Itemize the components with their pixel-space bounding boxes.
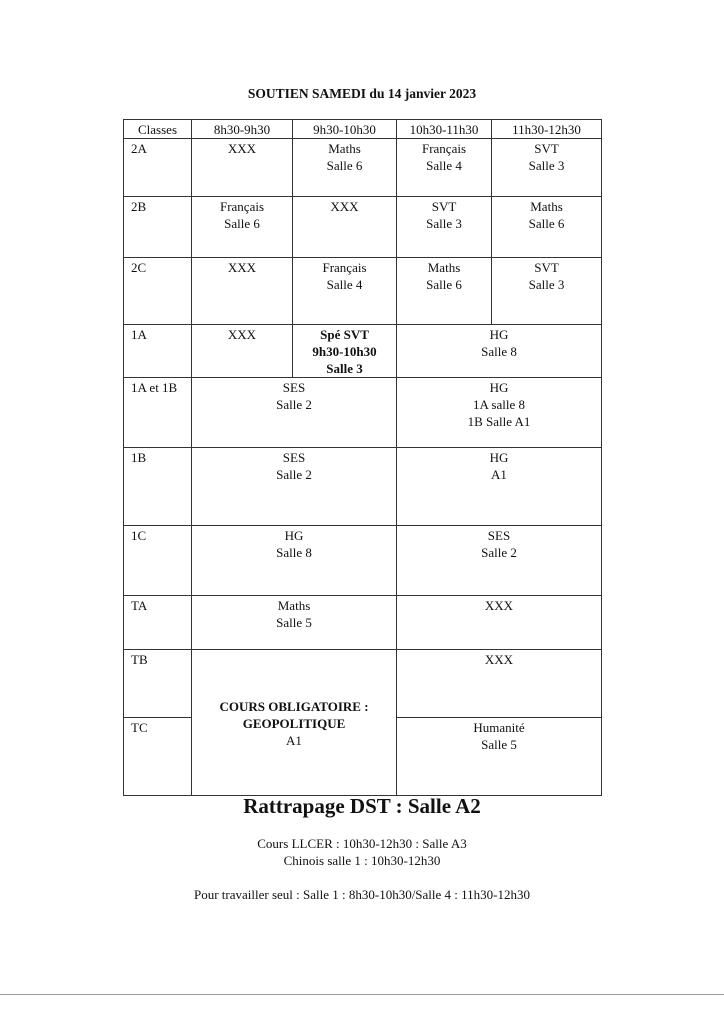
rattrapage-heading: Rattrapage DST : Salle A2: [243, 794, 481, 818]
header-cell: Classes: [124, 120, 192, 139]
class-label: 2C: [124, 258, 192, 325]
class-label: TC: [124, 718, 192, 796]
table-cell: Maths Salle 6: [293, 139, 397, 197]
table-cell: Maths Salle 6: [492, 197, 602, 258]
table-cell: Spé SVT 9h30-10h30 Salle 3: [293, 325, 397, 378]
table-cell: XXX: [293, 197, 397, 258]
table-row: [124, 325, 602, 378]
table-cell: HG A1: [397, 448, 602, 526]
table-cell: Français Salle 4: [397, 139, 492, 197]
travail-note: Pour travailler seul : Salle 1 : 8h30-10h30/Salle 4 : 11h30-12h30: [193, 887, 531, 902]
table-cell: Maths Salle 6: [397, 258, 492, 325]
bottom-divider: [0, 994, 724, 995]
header-cell: 8h30-9h30: [192, 120, 293, 139]
table-cell: XXX: [192, 258, 293, 325]
merged-cell-geopolitique: COURS OBLIGATOIRE : GEOPOLITIQUE A1: [192, 650, 397, 796]
table-cell: XXX: [397, 650, 602, 718]
table-cell: SES Salle 2: [192, 448, 397, 526]
class-label: 1B: [124, 448, 192, 526]
chinois-note: Chinois salle 1 : 10h30-12h30: [283, 853, 441, 868]
header-cell: 10h30-11h30: [397, 120, 492, 139]
table-header-row: [124, 120, 602, 139]
table-cell: HG Salle 8: [192, 526, 397, 596]
llcer-note: Cours LLCER : 10h30-12h30 : Salle A3: [257, 836, 467, 851]
table-cell: SES Salle 2: [192, 378, 397, 448]
table-row: [124, 378, 602, 448]
class-label: 1C: [124, 526, 192, 596]
class-label: TB: [124, 650, 192, 718]
table-cell: Français Salle 4: [293, 258, 397, 325]
header-cell: 11h30-12h30: [492, 120, 602, 139]
table-cell: XXX: [397, 596, 602, 650]
table-cell: SES Salle 2: [397, 526, 602, 596]
table-row: [124, 650, 602, 718]
class-label: 1A et 1B: [124, 378, 192, 448]
table-cell: SVT Salle 3: [492, 139, 602, 197]
table-row: [124, 526, 602, 596]
table-cell: Humanité Salle 5: [397, 718, 602, 796]
table-cell: HG 1A salle 8 1B Salle A1: [397, 378, 602, 448]
table-cell: XXX: [192, 325, 293, 378]
table-cell: SVT Salle 3: [397, 197, 492, 258]
header-cell: 9h30-10h30: [293, 120, 397, 139]
table-cell: Français Salle 6: [192, 197, 293, 258]
table-cell: XXX: [192, 139, 293, 197]
table-cell: HG Salle 8: [397, 325, 602, 378]
table-row: [124, 197, 602, 258]
schedule-table: [123, 119, 602, 796]
class-label: 1A: [124, 325, 192, 378]
table-cell: SVT Salle 3: [492, 258, 602, 325]
table-row: [124, 448, 602, 526]
page-title: SOUTIEN SAMEDI du 14 janvier 2023: [247, 86, 477, 101]
class-label: 2B: [124, 197, 192, 258]
table-row: [124, 258, 602, 325]
table-cell: Maths Salle 5: [192, 596, 397, 650]
class-label: TA: [124, 596, 192, 650]
table-row: [124, 596, 602, 650]
class-label: 2A: [124, 139, 192, 197]
table-row: [124, 139, 602, 197]
